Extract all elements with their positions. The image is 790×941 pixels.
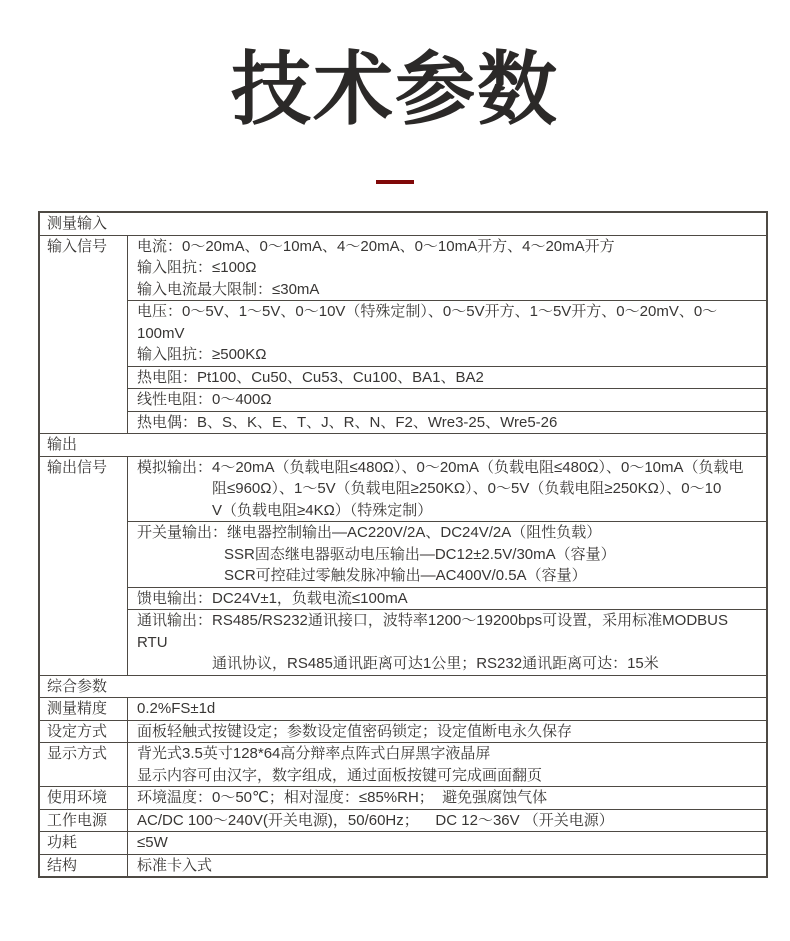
value-group-feed-output (128, 587, 766, 610)
spec-line: 通讯输出：RS485/RS232通讯接口，波特率1200～19200bps可设置，采用标准MODBUS RTU (137, 612, 733, 651)
value-group-current (128, 236, 766, 301)
spec-line: 输入阻抗：≤100Ω (137, 259, 257, 276)
value-group-thermocouple (128, 411, 766, 434)
table-row-power-consumption (40, 831, 766, 854)
row-value (128, 743, 766, 786)
value-group-rtd (128, 366, 766, 389)
row-value (128, 787, 766, 809)
row-value (128, 236, 766, 434)
row-label: 输入信号 (40, 236, 128, 434)
spec-line: 0.2%FS±1d (137, 700, 216, 717)
spec-line: 背光式3.5英寸128*64高分辩率点阵式白屏黑字液晶屏 (137, 745, 491, 762)
spec-line: 馈电输出：DC24V±1，负载电流≤100mA (137, 589, 408, 607)
row-label: 结构 (40, 855, 128, 877)
spec-line: SCR可控硅过零触发脉冲输出—AC400V/0.5A（容量） (224, 567, 587, 584)
spec-line: 热电阻：Pt100、Cu50、Cu53、Cu100、BA1、BA2 (137, 368, 484, 386)
row-value (128, 855, 766, 877)
spec-line: 面板轻触式按键设定；参数设定值密码锁定；设定值断电永久保存 (137, 722, 573, 740)
spec-line: 标准卡入式 (137, 856, 213, 874)
section-header-measurement-input: 测量输入 (47, 215, 108, 232)
value-group (128, 698, 766, 720)
value-group-voltage (128, 300, 766, 366)
spec-line: 环境温度：0～50℃；相对湿度：≤85%RH； 避免强腐蚀气体 (137, 789, 548, 806)
spec-line: 输入阻抗：≥500KΩ (137, 346, 267, 363)
value-group (128, 832, 766, 854)
table-row-setting-method (40, 720, 766, 743)
table-row-output-signal (40, 456, 766, 675)
value-group (128, 810, 766, 832)
value-group (128, 743, 766, 786)
table-row-display-method (40, 742, 766, 786)
value-group-communication-output (128, 609, 766, 675)
spec-line: 热电偶：B、S、K、E、T、J、R、N、F2、Wre3-25、Wre5-26 (137, 413, 558, 431)
table-row-accuracy (40, 697, 766, 720)
spec-line: 电流：0～20mA、0～10mA、4～20mA、0～10mA开方、4～20mA开方 (137, 237, 615, 255)
page-title: 技术参数 (231, 45, 559, 134)
row-label: 测量精度 (40, 698, 128, 720)
spec-sheet-page (0, 45, 790, 878)
section-header-general-parameters: 综合参数 (40, 675, 766, 698)
row-value (128, 698, 766, 720)
spec-line: ≤5W (137, 834, 168, 851)
row-value (128, 810, 766, 832)
row-value (128, 457, 766, 675)
row-value (128, 832, 766, 854)
value-group (128, 855, 766, 877)
spec-line: 输入电流最大限制：≤30mA (137, 280, 320, 298)
table-row-power-supply (40, 809, 766, 832)
row-value (128, 721, 766, 743)
spec-line: 模拟输出：4～20mA（负载电阻≤480Ω）、0～20mA（负载电阻≤480Ω）、0～10mA（负载电 (137, 458, 744, 476)
table-row-operating-environment (40, 786, 766, 809)
value-group-analog-output (128, 457, 766, 522)
value-group (128, 787, 766, 809)
spec-line: AC/DC 100～240V(开关电源)，50/60Hz； DC 12～36V （开关电源） (137, 811, 614, 829)
accent-divider (376, 180, 414, 184)
row-label: 功耗 (40, 832, 128, 854)
section-header-output: 输出 (40, 433, 766, 456)
row-label: 设定方式 (40, 721, 128, 743)
spec-line: V（负载电阻≥4KΩ）（特殊定制） (212, 501, 433, 519)
table-row-structure (40, 854, 766, 877)
row-label: 显示方式 (40, 743, 128, 786)
value-group-switch-output (128, 521, 766, 587)
spec-line: 电压：0～5V、1～5V、0～10V（特殊定制）、0～5V开方、1～5V开方、0～20mV、0～100mV (137, 303, 718, 342)
value-group-linear-resistance (128, 388, 766, 411)
row-label: 使用环境 (40, 787, 128, 809)
spec-line: 开关量输出：继电器控制输出—AC220V/2A、DC24V/2A（阻性负载） (137, 524, 602, 541)
row-label: 工作电源 (40, 810, 128, 832)
value-group (128, 721, 766, 743)
spec-line: 显示内容可由汉字，数字组成，通过面板按键可完成画面翻页 (137, 766, 543, 784)
spec-table (38, 211, 768, 878)
spec-line: SSR固态继电器驱动电压输出—DC12±2.5V/30mA（容量） (224, 545, 616, 563)
table-row-input-signal (40, 235, 766, 434)
spec-line: 阻≤960Ω）、1～5V（负载电阻≥250KΩ）、0～5V（负载电阻≥250KΩ）、0～10 (212, 480, 722, 497)
row-label: 输出信号 (40, 457, 128, 675)
spec-line: 线性电阻：0～400Ω (137, 391, 272, 408)
spec-line: 通讯协议，RS485通讯距离可达1公里；RS232通讯距离可达：15米 (212, 655, 659, 672)
